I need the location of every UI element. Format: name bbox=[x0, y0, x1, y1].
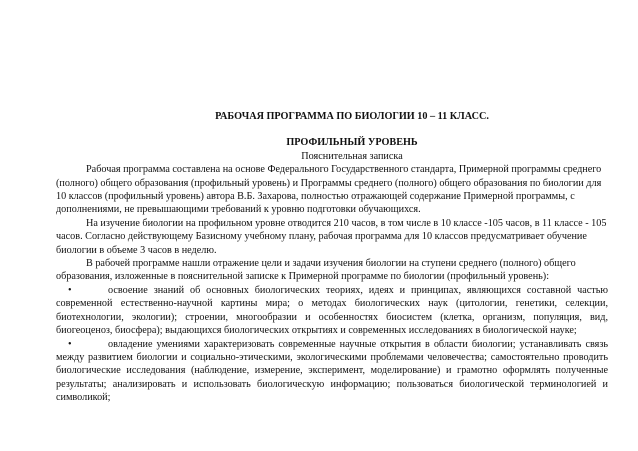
paragraph: В рабочей программе нашли отражение цели и задачи изучения биологии на ступени среднего (полного) общего образования, изложенные в пояснительной записке к Примерной программе по биологии (профильный уровень): bbox=[56, 258, 576, 283]
paragraph: На изучение биологии на профильном уровне отводится 210 часов, в том числе в 10 классе -105 часов, в 11 классе - 105 часов. Согласно действующему Базисному учебному плану, рабочая программа для 10 классов предусматривает обучение биологии в объеме 3 часов в неделю. bbox=[56, 217, 607, 256]
paragraph: Рабочая программа составлена на основе Федерального Государственного стандарта, Примерной программы среднего (полного) общего образования (профильный уровень) и Программы среднего (полного) общего образования по биологии для 10 классов (профильный уровень) автора В.Б. Захарова, полностью отражающей содержание Примерной программы, с дополнениями, не превышающими требований к уровню подготовки обучающихся. bbox=[56, 164, 602, 216]
level-heading: ПРОФИЛЬНЫЙ УРОВЕНЬ bbox=[286, 137, 418, 149]
document-body bbox=[56, 110, 608, 405]
list-item bbox=[56, 338, 608, 405]
list-item-text: овладение умениями характеризовать современные научные открытия в области биологии; устанавливать связь между развитием биологии и социально-этическими, экологическими проблемами человечества; самостоятельно проводить биологические исследования (наблюдение, измерение, эксперимент, моделирование) и грамотно оформлять полученные результаты; анализировать и использовать биологическую информацию; пользоваться биологической терминологией и символикой; bbox=[56, 338, 608, 404]
bullet-icon: • bbox=[68, 284, 72, 296]
explanatory-note-heading: Пояснительная записка bbox=[301, 150, 403, 162]
list-item bbox=[56, 284, 608, 338]
bullet-icon: • bbox=[68, 338, 72, 350]
document-title: РАБОЧАЯ ПРОГРАММА ПО БИОЛОГИИ 10 – 11 КЛАСС. bbox=[215, 111, 489, 122]
list-item-text: освоение знаний об основных биологических теориях, идеях и принципах, являющихся составной частью современной естественно-научной картины мира; о методах биологических наук (цитологии, генетики, селекции, биотехнологии, экологии); строении, многообразии и особенностях биосистем (клетка, организм, популяция, вид, биогеоценоз, биосфера); выдающихся биологических открытиях и современных исследованиях в биологической науке; bbox=[56, 284, 608, 337]
